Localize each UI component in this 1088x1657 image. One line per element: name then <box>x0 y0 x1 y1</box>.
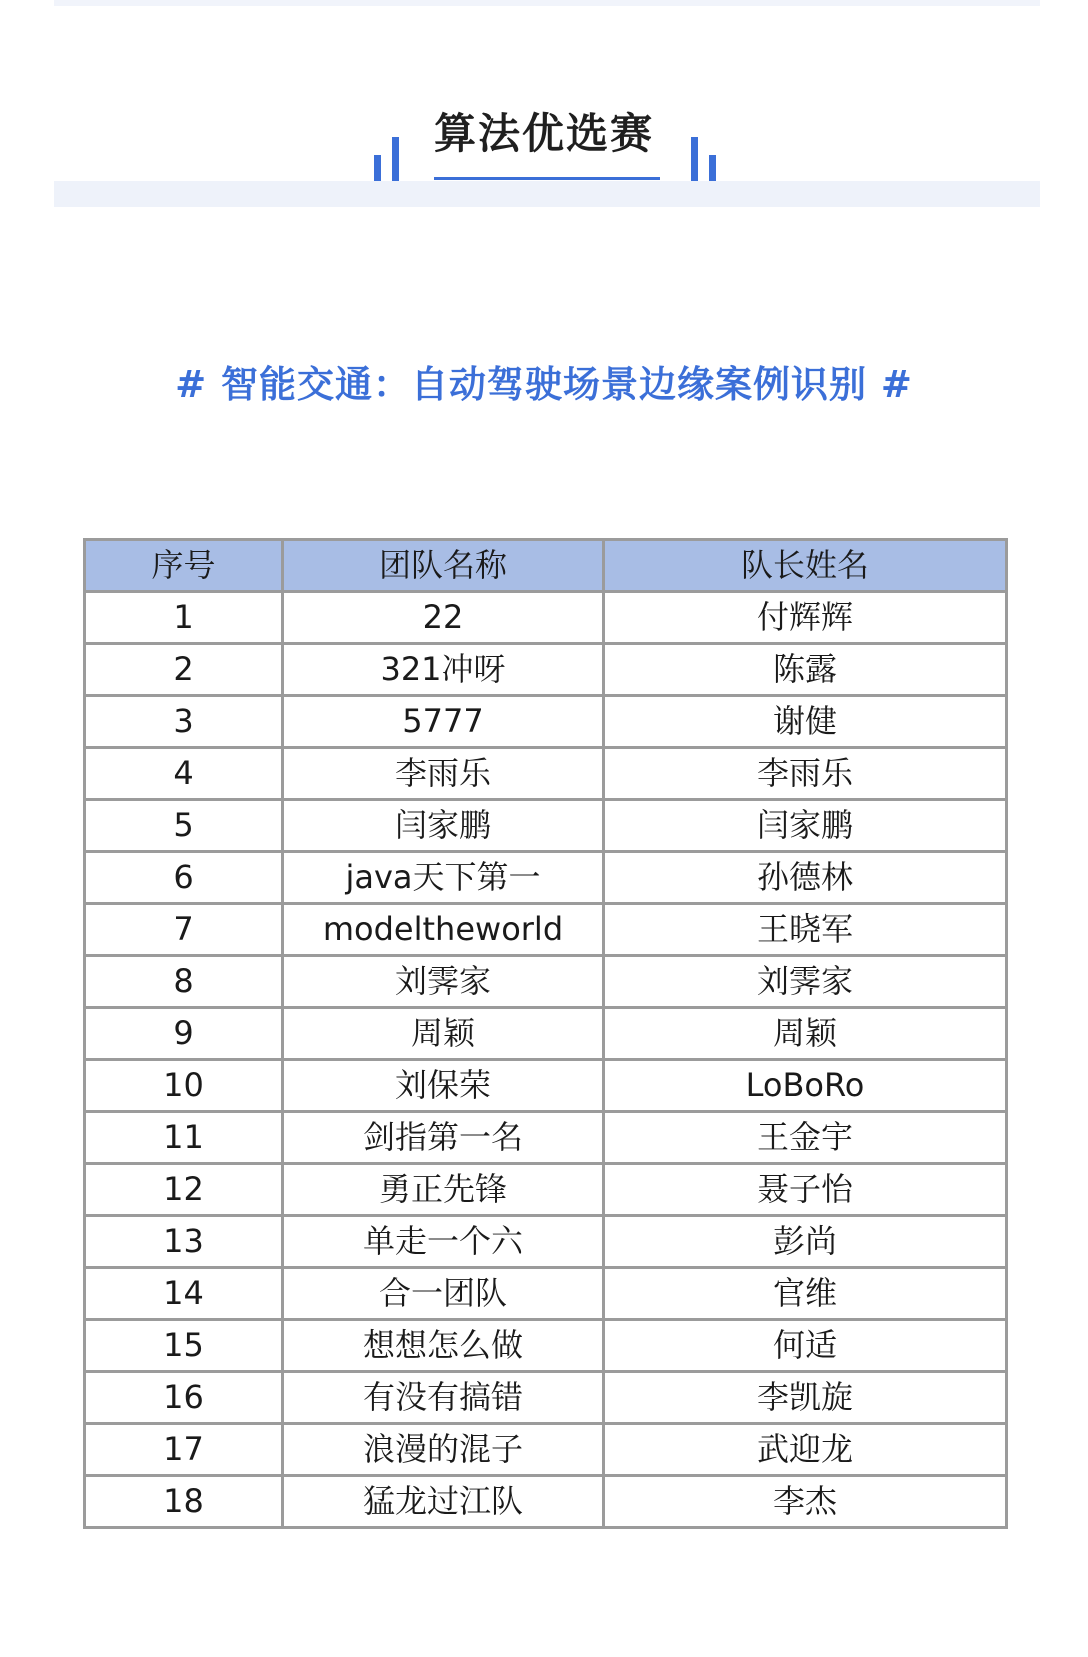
row-index: 16 <box>85 1372 283 1424</box>
captain-name: 官维 <box>604 1268 1007 1320</box>
table-row <box>85 800 1007 852</box>
header-index: 序号 <box>85 540 283 592</box>
section-title: 算法优选赛 <box>433 109 654 158</box>
table-row <box>85 1164 1007 1216</box>
table-row <box>85 1424 1007 1476</box>
captain-name: 武迎龙 <box>604 1424 1007 1476</box>
team-name: 合一团队 <box>283 1268 604 1320</box>
captain-name: 付辉辉 <box>604 592 1007 644</box>
table-row <box>85 696 1007 748</box>
captain-name: 闫家鹏 <box>604 800 1007 852</box>
captain-name: 刘霁家 <box>604 956 1007 1008</box>
team-name: 5777 <box>283 696 604 748</box>
team-name: 勇正先锋 <box>283 1164 604 1216</box>
captain-name: 周颖 <box>604 1008 1007 1060</box>
captain-name: 孙德林 <box>604 852 1007 904</box>
row-index: 18 <box>85 1476 283 1528</box>
row-index: 14 <box>85 1268 283 1320</box>
row-index: 13 <box>85 1216 283 1268</box>
captain-name: 李凯旋 <box>604 1372 1007 1424</box>
captain-name: 王晓军 <box>604 904 1007 956</box>
row-index: 5 <box>85 800 283 852</box>
row-index: 11 <box>85 1112 283 1164</box>
team-name: 有没有搞错 <box>283 1372 604 1424</box>
team-name: 猛龙过江队 <box>283 1476 604 1528</box>
table-row <box>85 1008 1007 1060</box>
table-row <box>85 1372 1007 1424</box>
row-index: 10 <box>85 1060 283 1112</box>
captain-name: 陈露 <box>604 644 1007 696</box>
header-team-name: 团队名称 <box>283 540 604 592</box>
table-row <box>85 748 1007 800</box>
row-index: 8 <box>85 956 283 1008</box>
row-index: 9 <box>85 1008 283 1060</box>
team-name: 单走一个六 <box>283 1216 604 1268</box>
table-row <box>85 1320 1007 1372</box>
row-index: 6 <box>85 852 283 904</box>
captain-name: LoBoRo <box>604 1060 1007 1112</box>
row-index: 1 <box>85 592 283 644</box>
section-title-underline <box>434 177 660 180</box>
team-name: 22 <box>283 592 604 644</box>
row-index: 2 <box>85 644 283 696</box>
captain-name: 彭尚 <box>604 1216 1007 1268</box>
row-index: 4 <box>85 748 283 800</box>
team-name: java天下第一 <box>283 852 604 904</box>
table-row <box>85 956 1007 1008</box>
team-name: 闫家鹏 <box>283 800 604 852</box>
row-index: 3 <box>85 696 283 748</box>
table-row <box>85 1268 1007 1320</box>
team-name: 李雨乐 <box>283 748 604 800</box>
table-row <box>85 904 1007 956</box>
header-captain-name: 队长姓名 <box>604 540 1007 592</box>
team-name: 刘霁家 <box>283 956 604 1008</box>
team-name: 刘保荣 <box>283 1060 604 1112</box>
captain-name: 李杰 <box>604 1476 1007 1528</box>
row-index: 12 <box>85 1164 283 1216</box>
table-row <box>85 592 1007 644</box>
row-index: 15 <box>85 1320 283 1372</box>
row-index: 17 <box>85 1424 283 1476</box>
team-table-container <box>83 538 1005 1529</box>
title-band <box>54 181 1040 207</box>
table-row <box>85 1216 1007 1268</box>
team-name: modeltheworld <box>283 904 604 956</box>
captain-name: 何适 <box>604 1320 1007 1372</box>
table-row <box>85 852 1007 904</box>
table-row <box>85 1476 1007 1528</box>
row-index: 7 <box>85 904 283 956</box>
team-name: 剑指第一名 <box>283 1112 604 1164</box>
team-name: 想想怎么做 <box>283 1320 604 1372</box>
table-row <box>85 644 1007 696</box>
table-header-row <box>85 540 1007 592</box>
table-row <box>85 1060 1007 1112</box>
table-body <box>85 592 1007 1528</box>
captain-name: 谢健 <box>604 696 1007 748</box>
team-table <box>83 538 1008 1529</box>
competition-subtitle: # 智能交通：自动驾驶场景边缘案例识别 # <box>175 363 913 406</box>
table-row <box>85 1112 1007 1164</box>
team-name: 周颖 <box>283 1008 604 1060</box>
captain-name: 聂子怡 <box>604 1164 1007 1216</box>
team-name: 浪漫的混子 <box>283 1424 604 1476</box>
top-divider-strip <box>54 0 1040 6</box>
captain-name: 李雨乐 <box>604 748 1007 800</box>
captain-name: 王金宇 <box>604 1112 1007 1164</box>
team-name: 321冲呀 <box>283 644 604 696</box>
